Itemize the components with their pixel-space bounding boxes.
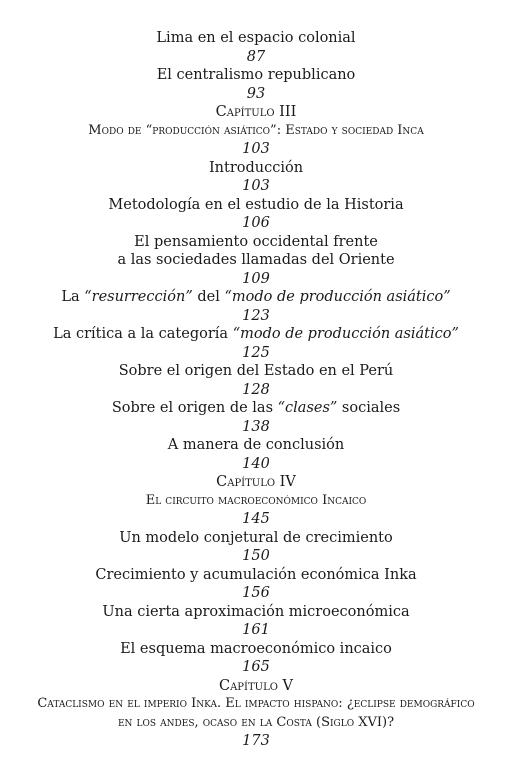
chapter-title: Modo de “producción asiático”: Estado y sociedad Inca: [88, 122, 424, 138]
toc-entry-title: [0, 233, 512, 270]
toc-entry-title: [0, 288, 512, 307]
toc-page-number: 128: [242, 381, 270, 398]
toc-page-number: 93: [246, 85, 266, 102]
chapter-title: [0, 695, 512, 732]
toc-entry-title: Un modelo conjetural de crecimiento: [119, 529, 393, 546]
toc-entry-title: El esquema macroeconómico incaico: [120, 640, 392, 657]
toc-page-number: 173: [242, 733, 270, 749]
toc-entry-emphasis: “clases”: [277, 400, 338, 416]
toc-entry-title: [0, 325, 512, 344]
toc-page-number: 145: [242, 511, 270, 527]
toc-entry-title: Lima en el espacio colonial: [156, 30, 356, 46]
toc-page-number: 165: [242, 659, 270, 675]
toc-entry-title: [0, 399, 512, 418]
toc-page-number: 138: [242, 418, 270, 435]
toc-entry-title: Metodología en el estudio de la Historia: [108, 196, 404, 213]
toc-page-number: 150: [242, 548, 270, 564]
toc-entry-emphasis: “modo de producción asiático”: [232, 326, 459, 342]
toc-page-number: 156: [242, 585, 270, 601]
toc-entry-title-line: El pensamiento occidental frente: [134, 233, 378, 250]
chapter-label: Capítulo IV: [216, 474, 296, 490]
toc-entry-emphasis: “modo de producción asiático”: [224, 289, 451, 305]
toc-page-number: 161: [242, 622, 270, 638]
toc-entry-title: Una cierta aproximación microeconómica: [102, 603, 410, 620]
toc-page-number: 106: [242, 215, 270, 231]
chapter-title: El circuito macroeconómico Incaico: [145, 492, 367, 508]
toc-page-number: 109: [242, 270, 270, 287]
toc-entry-title: A manera de conclusión: [167, 437, 345, 453]
toc-entry-title-line: a las sociedades llamadas del Oriente: [117, 252, 395, 268]
toc-entry-title: Introducción: [208, 159, 304, 176]
toc-entry-text: del: [192, 289, 225, 305]
toc-entry-title: El centralismo republicano: [156, 67, 356, 83]
toc-entry-text: Sobre el origen de las: [111, 400, 278, 416]
chapter-title-line: en los andes, ocaso en la Costa (Siglo XVI)?: [117, 714, 395, 730]
toc-entry-title: Crecimiento y acumulación económica Inka: [95, 566, 417, 583]
toc-page-number: 123: [242, 307, 270, 324]
toc-entry-title: Sobre el origen del Estado en el Perú: [118, 363, 394, 379]
chapter-title-line: Cataclismo en el imperio Inka. El impacto hispano: ¿eclipse demográfico: [37, 696, 475, 711]
toc-page-number: 140: [242, 455, 270, 472]
chapter-label: Capítulo III: [215, 104, 297, 120]
toc-entry-emphasis: “resurrección”: [84, 289, 193, 305]
toc-page-number: 87: [246, 48, 266, 65]
toc-page-number: 125: [242, 344, 270, 361]
chapter-label: Capítulo V: [218, 677, 293, 694]
toc-entry-text: La crítica a la categoría: [53, 326, 233, 342]
toc-entry-text: La: [61, 289, 85, 305]
toc-page-number: 103: [242, 141, 270, 157]
toc-page-number: 103: [242, 178, 270, 194]
toc-entry-text: sociales: [337, 400, 401, 416]
